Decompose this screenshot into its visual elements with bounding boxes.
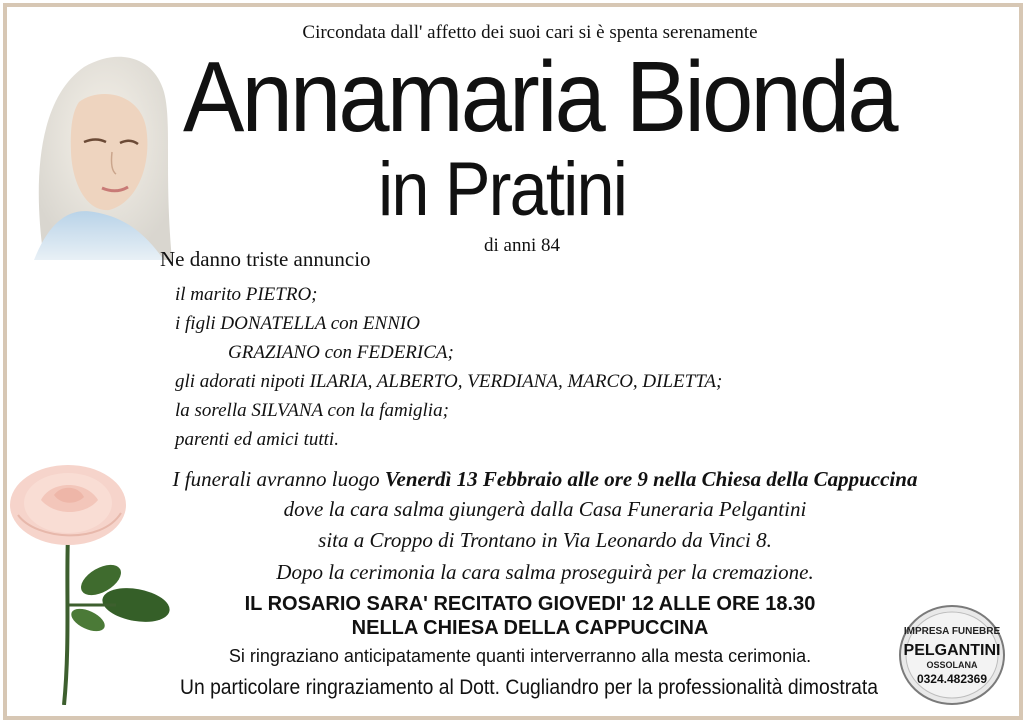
family-line: il marito PIETRO; [175,284,318,305]
funeral-announcement [0,467,1024,492]
family-line: parenti ed amici tutti. [175,429,339,450]
age-text: di anni 84 [484,235,560,256]
married-name: in Pratini [378,147,627,232]
rosary-line: IL ROSARIO SARA' RECITATO GIOVEDI' 12 ALLE ORE 18.30 [244,593,816,615]
deceased-name: Annamaria Bionda [183,41,896,153]
family-line: la sorella SILVANA con la famiglia; [175,400,449,421]
announcement-text: Ne danno triste annuncio [160,247,371,271]
family-line: GRAZIANO con FEDERICA; [228,342,454,363]
funeral-line: dove la cara salma giungerà dalla Casa Funeraria Pelgantini [283,497,807,521]
madonna-image [24,42,172,260]
logo-top-text: IMPRESA FUNEBRE [903,626,1001,637]
thanks-text: Si ringraziano anticipatamente quanti interverranno alla mesta cerimonia. [228,646,812,666]
funeral-date-place: Venerdì 13 Febbraio alle ore 9 nella Chiesa della Cappuccina [384,467,918,491]
funeral-prefix: I funerali avranno luogo [172,467,385,491]
logo-sub-text: OSSOLANA [926,660,978,670]
special-thanks-text: Un particolare ringraziamento al Dott. Cugliandro per la professionalità dimostrata [180,676,879,699]
intro-text: Circondata dall' affetto dei suoi cari si è spenta serenamente [302,22,758,43]
family-line: gli adorati nipoti ILARIA, ALBERTO, VERDIANA, MARCO, DILETTA; [175,371,723,392]
funeral-home-logo [898,604,1006,706]
logo-phone-text: 0324.482369 [916,672,988,686]
rosary-line: NELLA CHIESA DELLA CAPPUCCINA [351,617,709,639]
funeral-line: sita a Croppo di Trontano in Via Leonardo da Vinci 8. [318,528,772,552]
logo-name-text: PELGANTINI [903,642,1001,659]
family-line: i figli DONATELLA con ENNIO [175,313,420,334]
funeral-line: Dopo la cerimonia la cara salma proseguirà per la cremazione. [276,560,814,584]
